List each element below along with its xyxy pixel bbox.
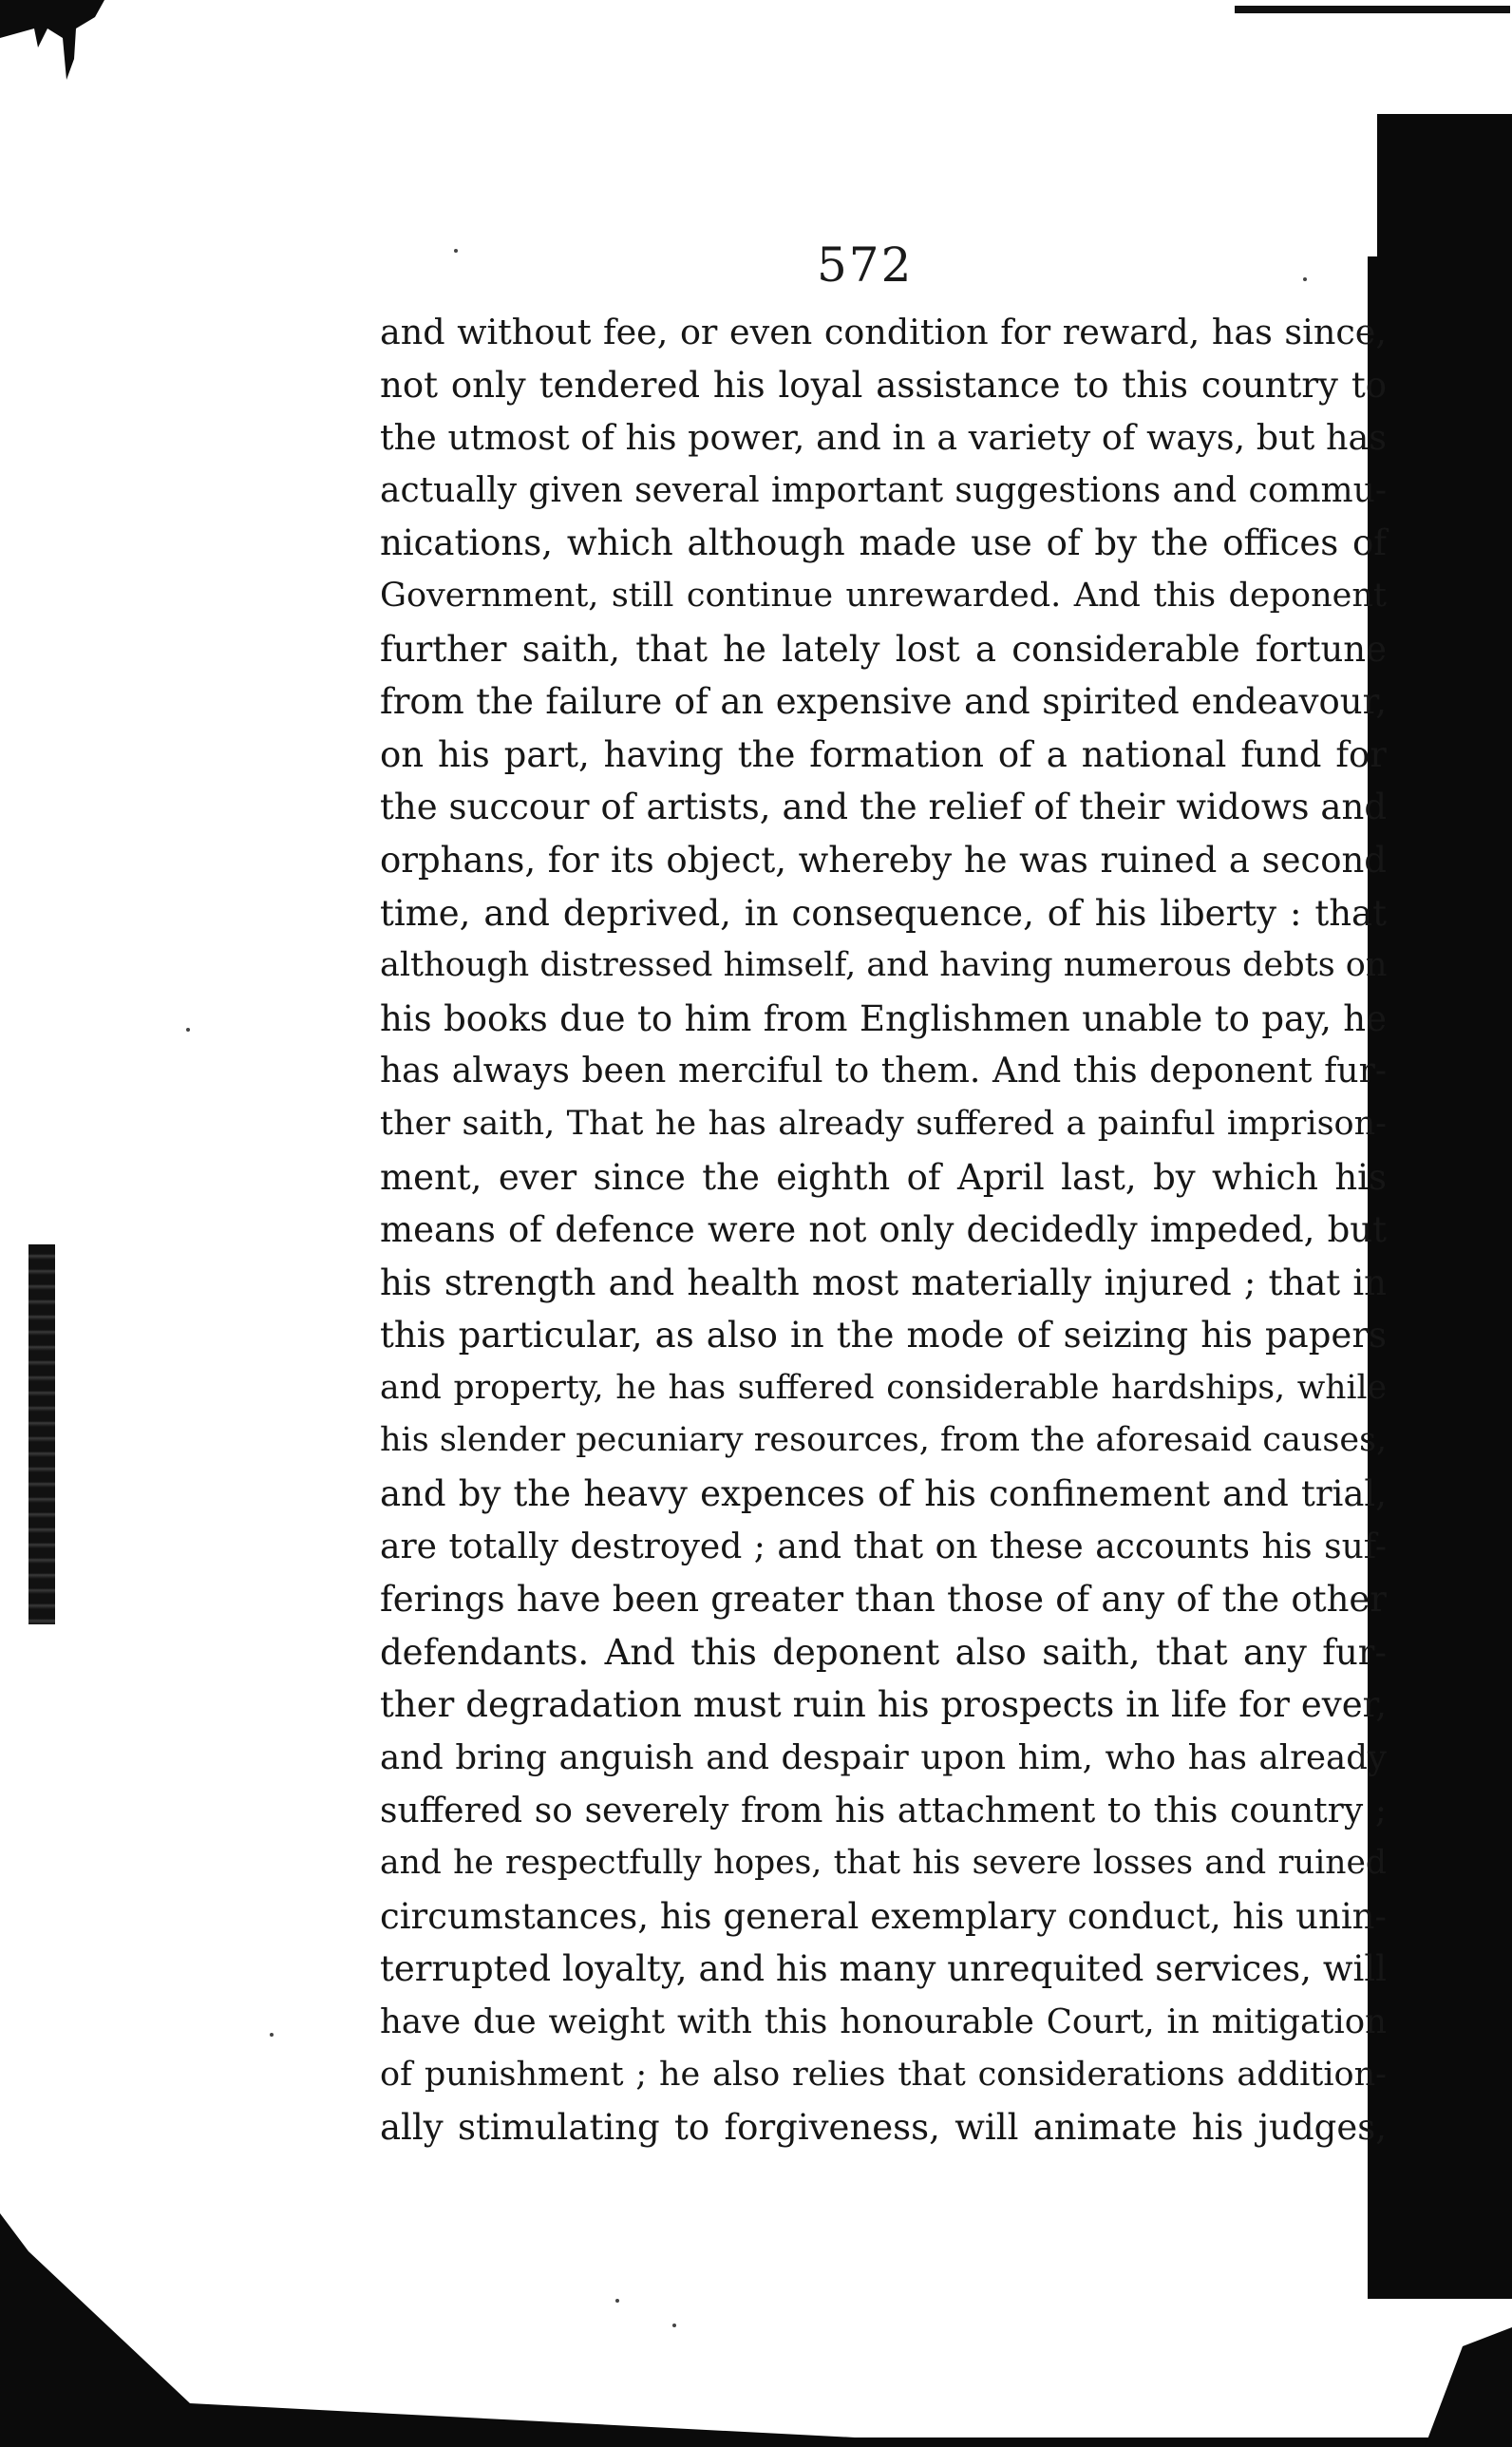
text-line: orphans, for its object, whereby he was ruined a second bbox=[380, 839, 1387, 881]
scan-artifact-bottom bbox=[0, 2213, 1512, 2447]
scan-artifact-top-left bbox=[0, 0, 104, 85]
text-line: actually given several important suggestions and commu- bbox=[380, 470, 1387, 510]
text-line: the succour of artists, and the relief of their widows and bbox=[380, 787, 1387, 828]
text-line: are totally destroyed ; and that on these accounts his suf- bbox=[380, 1527, 1387, 1566]
text-line: Government, still continue unrewarded. And this deponent bbox=[380, 576, 1387, 615]
scan-speck bbox=[454, 249, 458, 253]
text-line: his strength and health most materially injured ; that in bbox=[380, 1261, 1387, 1303]
scan-artifact-right-notch bbox=[1349, 114, 1377, 256]
text-line: ment, ever since the eighth of April last, by which his bbox=[380, 1156, 1387, 1198]
text-line: nications, which although made use of by the offices of bbox=[380, 522, 1387, 564]
scan-artifact-right-edge bbox=[1368, 114, 1512, 2299]
text-line: ferings have been greater than those of any of the other bbox=[380, 1579, 1387, 1621]
text-line: circumstances, his general exemplary conduct, his unin- bbox=[380, 1895, 1387, 1937]
text-line: terrupted loyalty, and his many unrequited services, will bbox=[380, 1948, 1387, 1990]
text-line: suffered so severely from his attachment to this country ; bbox=[380, 1791, 1387, 1831]
text-line: defendants. And this deponent also saith, that any fur- bbox=[380, 1631, 1387, 1673]
text-line: although distressed himself, and having numerous debts on bbox=[380, 946, 1388, 985]
text-line: his books due to him from Englishmen unable to pay, he bbox=[380, 997, 1387, 1039]
text-line: ally stimulating to forgiveness, will animate his judges, bbox=[380, 2107, 1387, 2149]
text-line: and property, he has suffered considerable hardships, while bbox=[380, 1368, 1387, 1407]
text-line: and he respectfully hopes, that his severe losses and ruined bbox=[380, 1844, 1387, 1883]
text-line: ther degradation must ruin his prospects in life for ever, bbox=[380, 1684, 1387, 1726]
scan-speck bbox=[672, 2324, 676, 2327]
text-line: have due weight with this honourable Court, in mitigation bbox=[380, 2002, 1387, 2041]
scan-shadow-icon bbox=[0, 2213, 1512, 2447]
text-line: means of defence were not only decidedly impeded, but bbox=[380, 1209, 1387, 1251]
body-text bbox=[380, 306, 1387, 2154]
page-number: 572 bbox=[817, 237, 914, 293]
text-line: ther saith, That he has already suffered a painful imprison- bbox=[380, 1104, 1387, 1143]
text-line: this particular, as also in the mode of seizing his papers bbox=[380, 1315, 1387, 1356]
scan-speck bbox=[186, 1028, 190, 1032]
text-line: of punishment ; he also relies that considerations addition- bbox=[380, 2055, 1387, 2094]
scan-artifact-left-strip bbox=[28, 1244, 55, 1624]
text-line: and bring anguish and despair upon him, who has already bbox=[380, 1738, 1387, 1778]
text-line: and without fee, or even condition for reward, has since, bbox=[380, 312, 1387, 352]
scan-speck bbox=[270, 2033, 274, 2037]
text-line: time, and deprived, in consequence, of his liberty : that bbox=[380, 892, 1387, 934]
text-line: has always been merciful to them. And this deponent fur- bbox=[380, 1052, 1387, 1091]
text-line: on his part, having the formation of a national fund for bbox=[380, 733, 1387, 775]
text-line: the utmost of his power, and in a variety of ways, but has bbox=[380, 417, 1387, 459]
scan-speck bbox=[615, 2299, 619, 2303]
scan-smudge-icon bbox=[0, 0, 104, 85]
text-line: and by the heavy expences of his confinement and trial, bbox=[380, 1473, 1387, 1515]
text-line: from the failure of an expensive and spirited endeavour, bbox=[380, 681, 1387, 723]
text-line: further saith, that he lately lost a considerable fortune bbox=[380, 628, 1387, 670]
text-line: his slender pecuniary resources, from the aforesaid causes, bbox=[380, 1421, 1388, 1460]
text-line: not only tendered his loyal assistance to this country to bbox=[380, 364, 1387, 406]
scan-artifact-top-rule bbox=[1235, 6, 1510, 13]
scan-speck bbox=[1303, 277, 1307, 281]
